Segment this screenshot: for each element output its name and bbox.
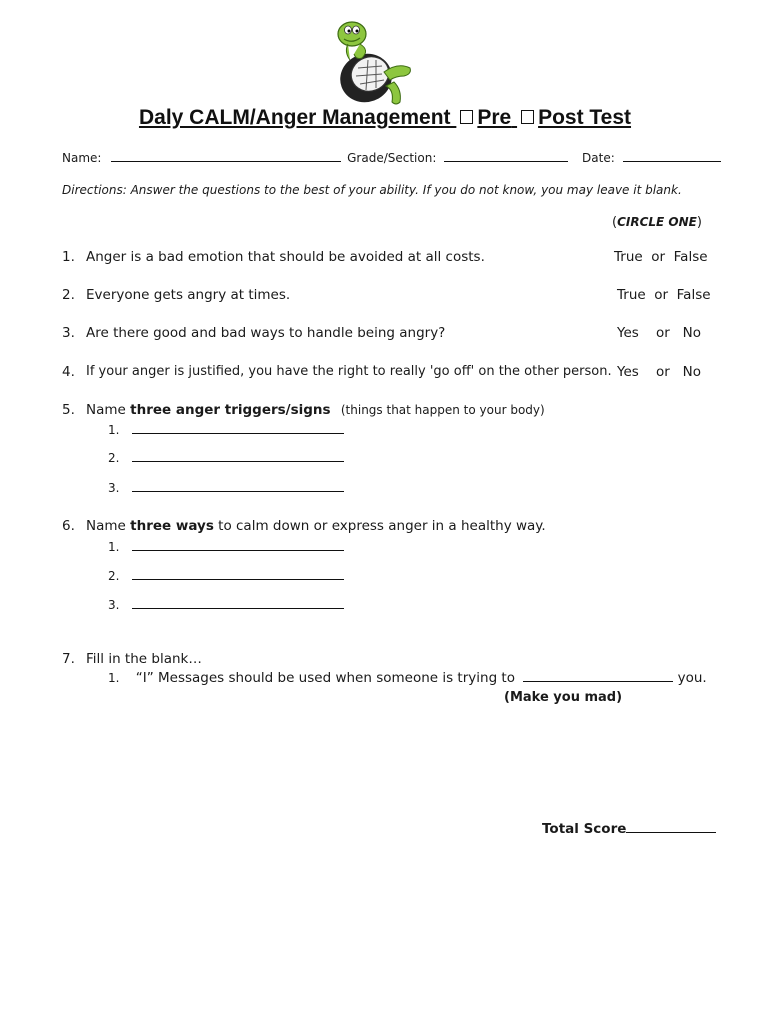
pre-checkbox[interactable] — [460, 110, 473, 124]
q5-item-2 — [108, 450, 344, 465]
q6-number: 6. — [62, 518, 75, 534]
q1-answer[interactable]: True or False — [614, 249, 708, 265]
q5-post: (things that happen to your body) — [340, 403, 545, 417]
q5-item-1-num: 1. — [108, 423, 120, 437]
date-label: Date: — [582, 151, 615, 165]
name-field[interactable] — [111, 150, 341, 162]
q2-number: 2. — [62, 287, 75, 303]
q4-number: 4. — [62, 364, 75, 380]
q5-item-1 — [108, 422, 344, 437]
q7-item-end: you. — [677, 670, 707, 686]
post-checkbox[interactable] — [521, 110, 534, 124]
name-row — [62, 150, 721, 165]
q1-text: Anger is a bad emotion that should be avoided at all costs. — [86, 249, 485, 265]
q6-item-1 — [108, 539, 344, 554]
q2-answer[interactable]: True or False — [617, 287, 711, 303]
circle-one-text: CIRCLE ONE — [617, 215, 697, 229]
q1-number: 1. — [62, 249, 75, 265]
name-label: Name: — [62, 151, 102, 165]
q6-pre: Name — [86, 518, 131, 534]
date-field[interactable] — [623, 150, 721, 162]
q7-number: 7. — [62, 651, 75, 667]
q7-text: Fill in the blank… — [86, 651, 202, 667]
q4-text: If your anger is justified, you have the right to really 'go off' on the other person. — [86, 364, 612, 379]
paren-close: ) — [696, 215, 702, 230]
q6-bold: three ways — [130, 518, 214, 534]
post-label: Post Test — [538, 106, 632, 129]
paren-open: ( — [612, 215, 618, 230]
grade-label: Grade/Section: — [347, 151, 437, 165]
circle-one-label — [612, 215, 702, 230]
q5-item-3 — [108, 480, 344, 495]
q7-item-1-num: 1. — [108, 671, 120, 685]
total-score — [542, 821, 716, 837]
q6-text — [86, 518, 546, 534]
q6-blank-1[interactable] — [132, 539, 344, 551]
q7-blank[interactable] — [523, 670, 673, 682]
q5-pre: Name — [86, 402, 131, 418]
q6-item-3-num: 3. — [108, 598, 120, 612]
q2-text: Everyone gets angry at times. — [86, 287, 291, 303]
q7-item-1 — [108, 670, 707, 686]
page-title — [0, 106, 770, 130]
q6-item-2-num: 2. — [108, 569, 120, 583]
q5-number: 5. — [62, 402, 75, 418]
turtle-icon — [326, 16, 416, 108]
q5-blank-2[interactable] — [132, 450, 344, 462]
pre-label: Pre — [477, 106, 512, 129]
q7-item-text: “I” Messages should be used when someone is trying to — [135, 670, 515, 686]
q6-blank-3[interactable] — [132, 597, 344, 609]
q6-item-2 — [108, 568, 344, 583]
q5-item-2-num: 2. — [108, 451, 120, 465]
q6-blank-2[interactable] — [132, 568, 344, 580]
q5-item-3-num: 3. — [108, 481, 120, 495]
q5-blank-1[interactable] — [132, 422, 344, 434]
grade-field[interactable] — [444, 150, 568, 162]
directions: Directions: Answer the questions to the best of your ability. If you do not know, you may leave it blank. — [62, 183, 682, 197]
title-text: Daly CALM/Anger Management — [138, 106, 451, 129]
q4-answer[interactable]: Yes or No — [617, 364, 701, 380]
q3-answer[interactable]: Yes or No — [617, 325, 701, 341]
total-score-field[interactable] — [626, 821, 716, 833]
q6-item-3 — [108, 597, 344, 612]
q3-text: Are there good and bad ways to handle being angry? — [86, 325, 446, 341]
q3-number: 3. — [62, 325, 75, 341]
q5-text — [86, 402, 545, 418]
q5-blank-3[interactable] — [132, 480, 344, 492]
total-score-label: Total Score — [542, 821, 627, 837]
q5-bold: three anger triggers/signs — [130, 402, 331, 418]
q7-hint: (Make you mad) — [504, 690, 623, 705]
q6-post: to calm down or express anger in a healthy way. — [213, 518, 546, 534]
q6-item-1-num: 1. — [108, 540, 120, 554]
